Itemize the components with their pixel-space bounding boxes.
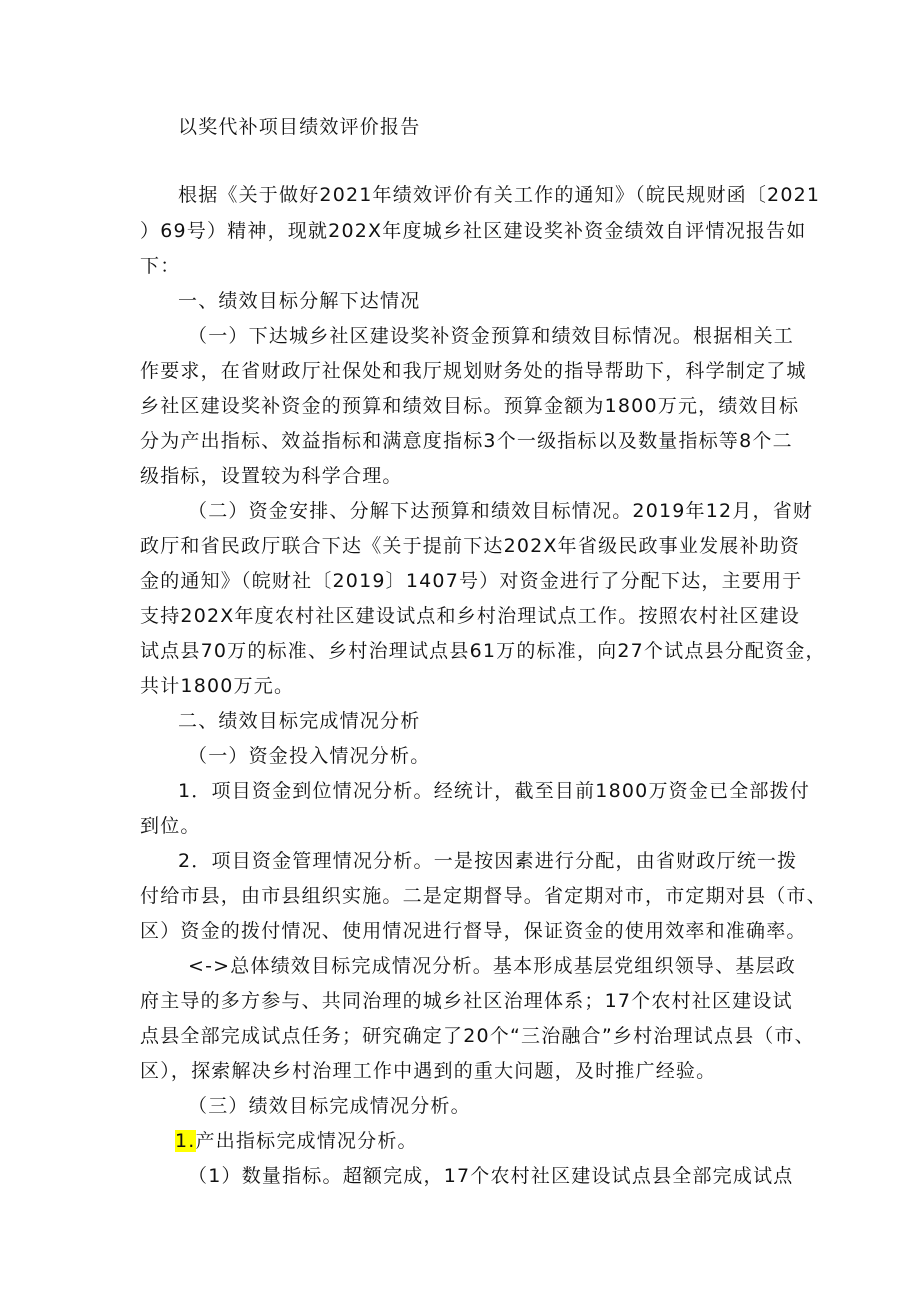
highlighted-number: 1. <box>175 1130 196 1152</box>
paragraph-line: 作要求，在省财政厅社保处和我厅规划财务处的指导帮助下，科学制定了城 <box>140 360 807 382</box>
section-heading: 一、绩效目标分解下达情况 <box>178 290 421 312</box>
paragraph-line: 共计1800万元。 <box>140 675 295 697</box>
subsection-heading: （三）绩效目标完成情况分析。 <box>188 1095 471 1117</box>
paragraph-line: 府主导的多方参与、共同治理的城乡社区治理体系；17个农村社区建设试 <box>140 990 793 1012</box>
paragraph-line: 级指标，设置较为科学合理。 <box>140 465 403 487</box>
section-heading: 二、绩效目标完成情况分析 <box>178 710 421 732</box>
paragraph-line: 2．项目资金管理情况分析。一是按因素进行分配，由省财政厅统一拨 <box>178 850 798 872</box>
paragraph-line: 区），探索解决乡村治理工作中遇到的重大问题，及时推广经验。 <box>140 1060 717 1082</box>
paragraph-line: 下： <box>140 255 181 277</box>
paragraph-line: 分为产出指标、效益指标和满意度指标3个一级指标以及数量指标等8个二 <box>140 430 793 452</box>
list-item-text: 产出指标完成情况分析。 <box>195 1130 418 1152</box>
paragraph-line: 点县全部完成试点任务；研究确定了20个“三治融合”乡村治理试点县（市、 <box>140 1025 815 1047</box>
paragraph-line: <->总体绩效目标完成情况分析。基本形成基层党组织领导、基层政 <box>188 955 796 977</box>
document-title: 以奖代补项目绩效评价报告 <box>178 116 421 138</box>
paragraph-line: 乡社区建设奖补资金的预算和绩效目标。预算金额为1800万元，绩效目标 <box>140 395 800 417</box>
paragraph-line: 试点县70万的标准、乡村治理试点县61万的标准，向27个试点县分配资金， <box>140 640 826 662</box>
paragraph-line: （一）下达城乡社区建设奖补资金预算和绩效目标情况。根据相关工 <box>188 325 795 347</box>
paragraph-line: 区）资金的拨付情况、使用情况进行督导，保证资金的使用效率和准确率。 <box>140 920 807 942</box>
paragraph-line: 政厅和省民政厅联合下达《关于提前下达202X年省级民政事业发展补助资 <box>140 535 801 557</box>
paragraph-line: 到位。 <box>140 815 201 837</box>
paragraph-line: ）69号）精神，现就202X年度城乡社区建设奖补资金绩效自评情况报告如 <box>140 220 807 242</box>
subsection-heading: （一）资金投入情况分析。 <box>188 745 431 767</box>
paragraph-line: 根据《关于做好2021年绩效评价有关工作的通知》（皖民规财函〔2021 <box>178 184 821 206</box>
paragraph-line: 支持202X年度农村社区建设试点和乡村治理试点工作。按照农村社区建设 <box>140 605 801 627</box>
paragraph-line: 付给市县，由市县组织实施。二是定期督导。省定期对市，市定期对县（市、 <box>140 885 827 907</box>
paragraph-line: （二）资金安排、分解下达预算和绩效目标情况。2019年12月，省财 <box>188 500 814 522</box>
paragraph-line: （1）数量指标。超额完成，17个农村社区建设试点县全部完成试点 <box>188 1165 794 1187</box>
list-item <box>175 1128 418 1154</box>
paragraph-line: 金的通知》（皖财社〔2019〕1407号）对资金进行了分配下达，主要用于 <box>140 570 803 592</box>
paragraph-line: 1．项目资金到位情况分析。经统计，截至目前1800万资金已全部拨付 <box>178 780 811 802</box>
